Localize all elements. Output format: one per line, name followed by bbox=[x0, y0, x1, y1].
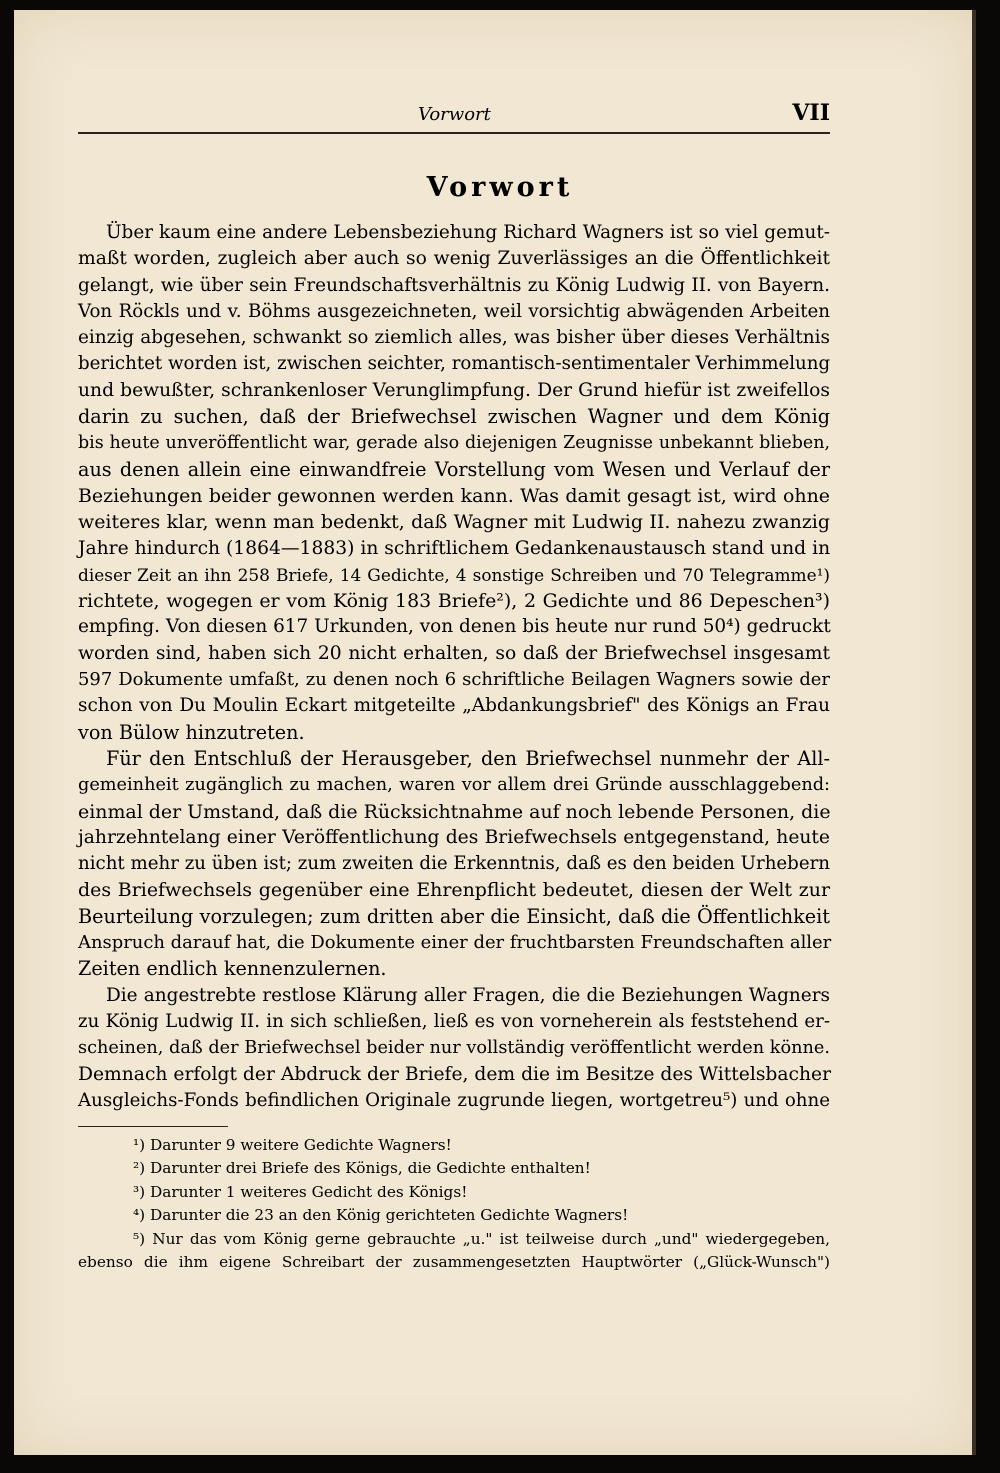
text-line: berichtet worden ist, zwischen seichter, romantisch-sentimentaler Verhimmelung bbox=[78, 353, 831, 375]
footnote: ¹) Darunter 9 weitere Gedichte Wagners! bbox=[133, 1136, 452, 1154]
text-line: Anspruch darauf hat, die Dokumente einer der fruchtbarsten Freundschaften aller bbox=[78, 932, 832, 954]
text-line: Beurteilung vorzulegen; zum dritten aber die Einsicht, daß die Öffentlichkeit bbox=[78, 904, 830, 928]
text-line: nicht mehr zu üben ist; zum zweiten die Erkenntnis, daß es den beiden Urhebern bbox=[78, 853, 830, 875]
footnote: ⁴) Darunter die 23 an den König gerichteten Gedichte Wagners! bbox=[133, 1206, 629, 1225]
text-line: zu König Ludwig II. in sich schließen, ließ es von vorneherein als feststehend er- bbox=[78, 1010, 830, 1032]
text-line: empfing. Von diesen 617 Urkunden, von denen bis heute nur rund 50⁴) gedruckt bbox=[78, 616, 831, 638]
text-line: gemeinheit zugänglich zu machen, waren vor allem drei Gründe ausschlaggebend: bbox=[78, 775, 830, 796]
text-line: worden sind, haben sich 20 nicht erhalten, so daß der Briefwechsel insgesamt bbox=[78, 642, 830, 664]
text-line: jahrzehntelang einer Veröffentlichung des Briefwechsels entgegenstand, heute bbox=[78, 826, 830, 848]
running-header bbox=[78, 100, 830, 134]
text-line: Demnach erfolgt der Abdruck der Briefe, dem die im Besitze des Wittelsbacher bbox=[78, 1063, 832, 1085]
page-number: VII bbox=[792, 100, 830, 126]
text-line: einzig abgesehen, schwankt so ziemlich alles, was bisher über dieses Verhältnis bbox=[78, 327, 830, 349]
running-title: Vorwort bbox=[418, 104, 491, 125]
text-line: einmal der Umstand, daß die Rücksichtnahme auf noch lebende Personen, die bbox=[78, 800, 831, 823]
text-line: maßt worden, zugleich aber auch so wenig Zuverlässiges an die Öffentlichkeit bbox=[78, 248, 830, 270]
text-line: Für den Entschluß der Herausgeber, den Briefwechsel nunmehr der All- bbox=[106, 746, 830, 770]
text-line: Zeiten endlich kennenzulernen. bbox=[78, 957, 387, 981]
text-line: von Bülow hinzutreten. bbox=[78, 720, 305, 744]
footnote: ⁵) Nur das vom König gerne gebrauchte „u." ist teilweise durch „und" wiedergegeben, bbox=[133, 1229, 830, 1248]
text-line: schon von Du Moulin Eckart mitgeteilte „Abdankungsbrief" des Königs an Frau bbox=[78, 695, 830, 717]
footnote-continuation: ebenso die ihm eigene Schreibart der zusammengesetzten Hauptwörter („Glück-Wunsch") bbox=[78, 1252, 830, 1271]
footnote-rule bbox=[78, 1126, 228, 1127]
text-line: Von Röckls und v. Böhms ausgezeichneten, weil vorsichtig abwägenden Arbeiten bbox=[78, 300, 830, 322]
text-line: darin zu suchen, daß der Briefwechsel zwischen Wagner und dem König bbox=[78, 405, 830, 429]
text-line: weiteres klar, wenn man bedenkt, daß Wagner mit Ludwig II. nahezu zwanzig bbox=[78, 511, 830, 534]
body-text bbox=[78, 220, 830, 1114]
footnote: ³) Darunter 1 weiteres Gedicht des Königs! bbox=[133, 1182, 468, 1201]
text-line: gelangt, wie über sein Freundschaftsverhältnis zu König Ludwig II. von Bayern. bbox=[78, 274, 830, 296]
text-line: und bewußter, schrankenloser Verunglimpfung. Der Grund hiefür ist zweifellos bbox=[78, 379, 830, 401]
chapter-title: Vorwort bbox=[426, 172, 574, 203]
text-line: richtete, wogegen er vom König 183 Briefe²), 2 Gedichte und 86 Depeschen³) bbox=[78, 590, 830, 613]
text-line: Ausgleichs-Fonds befindlichen Originale zugrunde liegen, wortgetreu⁵) und ohne bbox=[78, 1089, 830, 1111]
text-line: aus denen allein eine einwandfreie Vorstellung vom Wesen und Verlauf der bbox=[78, 457, 830, 481]
text-line: bis heute unveröffentlicht war, gerade also diejenigen Zeugnisse unbekannt blieben, bbox=[78, 433, 830, 454]
text-line: Jahre hindurch (1864—1883) in schriftlichem Gedankenaustausch stand und in bbox=[78, 537, 831, 559]
text-line: scheinen, daß der Briefwechsel beider nur vollständig veröffentlicht werden könne. bbox=[78, 1038, 830, 1059]
text-line: Die angestrebte restlose Klärung aller Fragen, die die Beziehungen Wagners bbox=[106, 984, 830, 1006]
footnotes bbox=[78, 1134, 830, 1274]
text-line: Über kaum eine andere Lebensbeziehung Richard Wagners ist so viel gemut- bbox=[106, 222, 830, 243]
page-edge bbox=[972, 10, 976, 1455]
text-line: des Briefwechsels gegenüber eine Ehrenpflicht bedeutet, diesen der Welt zur bbox=[78, 879, 830, 902]
text-line: 597 Dokumente umfaßt, zu denen noch 6 schriftliche Beilagen Wagners sowie der bbox=[78, 669, 830, 691]
text-line: dieser Zeit an ihn 258 Briefe, 14 Gedichte, 4 sonstige Schreiben und 70 Telegramme¹) bbox=[78, 564, 830, 585]
footnote: ²) Darunter drei Briefe des Königs, die Gedichte enthalten! bbox=[133, 1159, 591, 1178]
text-line: Beziehungen beider gewonnen werden kann. Was damit gesagt ist, wird ohne bbox=[78, 484, 830, 507]
